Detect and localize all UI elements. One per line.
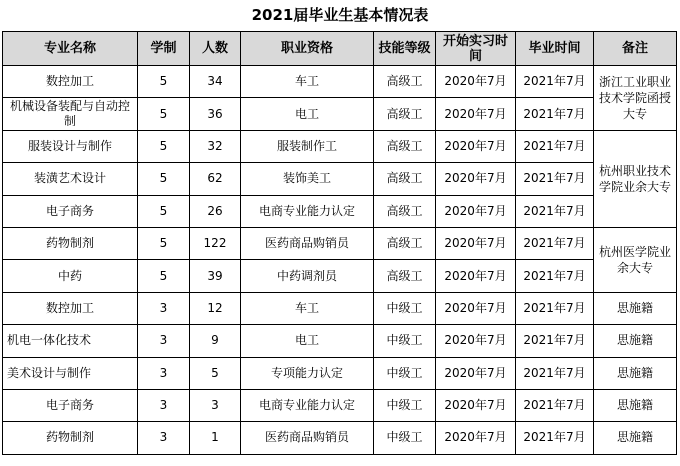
table-row [3,325,677,357]
table-row [3,163,677,195]
cell-level: 高级工 [374,98,436,130]
cell-grad: 2021年7月 [516,325,594,357]
cell-count: 9 [190,325,241,357]
header-grad: 毕业时间 [516,32,594,66]
cell-level: 高级工 [374,163,436,195]
cell-note: 思施籍 [594,422,677,454]
cell-grad: 2021年7月 [516,227,594,259]
cell-years: 5 [138,260,190,292]
table-row [3,130,677,162]
cell-note: 思施籍 [594,292,677,324]
cell-years: 5 [138,66,190,98]
cell-cert: 电工 [241,98,374,130]
cell-count: 12 [190,292,241,324]
cell-cert: 中药调剂员 [241,260,374,292]
cell-intern: 2020年7月 [436,195,516,227]
cell-note-merged: 浙江工业职业技术学院函授大专 [594,66,677,131]
cell-years: 5 [138,163,190,195]
cell-major: 服装设计与制作 [3,130,138,162]
cell-level: 中级工 [374,422,436,454]
table-row [3,357,677,389]
cell-cert: 医药商品购销员 [241,422,374,454]
cell-level: 中级工 [374,325,436,357]
cell-years: 5 [138,98,190,130]
cell-count: 3 [190,389,241,421]
cell-note-merged: 杭州职业技术学院业余大专 [594,130,677,227]
table-row [3,292,677,324]
table-title: 2021届毕业生基本情况表 [251,6,429,24]
cell-intern: 2020年7月 [436,389,516,421]
header-major: 专业名称 [3,32,138,66]
cell-level: 中级工 [374,357,436,389]
cell-grad: 2021年7月 [516,66,594,98]
cell-major: 数控加工 [3,66,138,98]
cell-major: 药物制剂 [3,422,138,454]
graduates-table [2,31,677,455]
cell-intern: 2020年7月 [436,422,516,454]
cell-grad: 2021年7月 [516,163,594,195]
cell-count: 5 [190,357,241,389]
cell-years: 3 [138,422,190,454]
table-row [3,260,677,292]
cell-cert: 医药商品购销员 [241,227,374,259]
cell-grad: 2021年7月 [516,389,594,421]
header-count: 人数 [190,32,241,66]
cell-years: 3 [138,357,190,389]
cell-intern: 2020年7月 [436,227,516,259]
cell-level: 中级工 [374,389,436,421]
cell-intern: 2020年7月 [436,66,516,98]
cell-grad: 2021年7月 [516,357,594,389]
cell-level: 高级工 [374,195,436,227]
cell-intern: 2020年7月 [436,260,516,292]
cell-level: 高级工 [374,66,436,98]
cell-cert: 车工 [241,292,374,324]
header-cert: 职业资格 [241,32,374,66]
cell-intern: 2020年7月 [436,325,516,357]
cell-cert: 服装制作工 [241,130,374,162]
cell-grad: 2021年7月 [516,422,594,454]
cell-major: 装潢艺术设计 [3,163,138,195]
cell-cert: 专项能力认定 [241,357,374,389]
cell-grad: 2021年7月 [516,260,594,292]
cell-cert: 车工 [241,66,374,98]
cell-cert: 装饰美工 [241,163,374,195]
cell-intern: 2020年7月 [436,130,516,162]
cell-years: 3 [138,325,190,357]
table-row [3,389,677,421]
cell-intern: 2020年7月 [436,292,516,324]
cell-major: 机械设备装配与自动控制 [3,98,138,130]
cell-note-merged: 杭州医学院业余大专 [594,227,677,292]
cell-count: 36 [190,98,241,130]
cell-note: 思施籍 [594,357,677,389]
cell-count: 34 [190,66,241,98]
cell-level: 高级工 [374,260,436,292]
cell-intern: 2020年7月 [436,163,516,195]
cell-count: 32 [190,130,241,162]
cell-major: 机电一体化技术 [3,325,138,357]
cell-years: 5 [138,227,190,259]
cell-major: 数控加工 [3,292,138,324]
cell-grad: 2021年7月 [516,292,594,324]
cell-major: 药物制剂 [3,227,138,259]
cell-major: 电子商务 [3,389,138,421]
cell-count: 39 [190,260,241,292]
header-intern: 开始实习时间 [436,32,516,66]
header-level: 技能等级 [374,32,436,66]
cell-years: 3 [138,389,190,421]
cell-cert: 电商专业能力认定 [241,389,374,421]
cell-count: 122 [190,227,241,259]
table-row [3,66,677,98]
table-row [3,422,677,454]
cell-major: 中药 [3,260,138,292]
cell-years: 5 [138,130,190,162]
cell-level: 中级工 [374,292,436,324]
cell-level: 高级工 [374,227,436,259]
cell-grad: 2021年7月 [516,130,594,162]
cell-cert: 电工 [241,325,374,357]
cell-note: 思施籍 [594,389,677,421]
cell-count: 26 [190,195,241,227]
cell-years: 5 [138,195,190,227]
cell-intern: 2020年7月 [436,98,516,130]
cell-cert: 电商专业能力认定 [241,195,374,227]
cell-years: 3 [138,292,190,324]
cell-intern: 2020年7月 [436,357,516,389]
cell-note: 思施籍 [594,325,677,357]
cell-count: 62 [190,163,241,195]
table-row [3,227,677,259]
cell-level: 高级工 [374,130,436,162]
cell-major: 电子商务 [3,195,138,227]
header-years: 学制 [138,32,190,66]
table-row [3,98,677,130]
header-note: 备注 [594,32,677,66]
cell-major: 美术设计与制作 [3,357,138,389]
cell-grad: 2021年7月 [516,195,594,227]
table-row [3,195,677,227]
cell-grad: 2021年7月 [516,98,594,130]
cell-count: 1 [190,422,241,454]
header-row [3,32,677,66]
